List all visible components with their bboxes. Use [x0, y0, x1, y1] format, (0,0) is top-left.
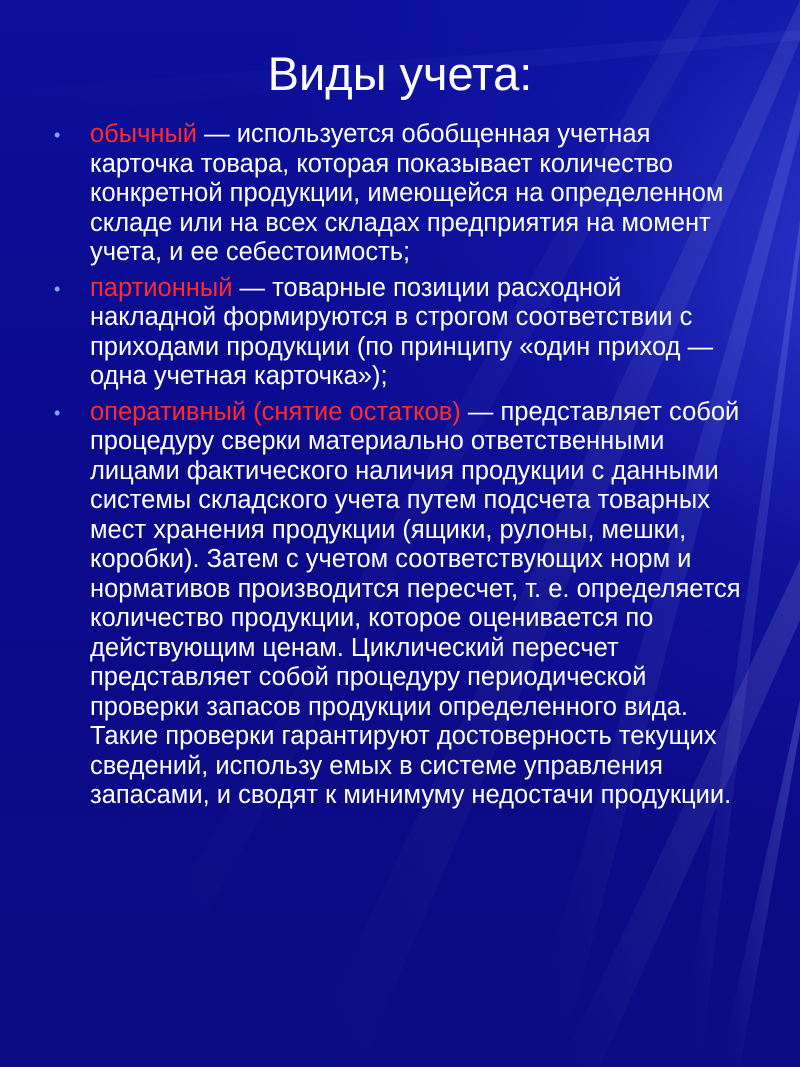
bullet-item-batch [50, 274, 750, 392]
bullet-term: оперативный (снятие остатков) [90, 397, 461, 426]
bullet-list [50, 120, 750, 817]
bullet-dot-icon: • [54, 402, 61, 423]
bullet-text: — товарные позиции расходной накладной формируются в строгом соответствии с приходами продукции (по принципу «один приход — одна учетная карточка»); [90, 273, 714, 390]
bullet-text: — представляет собой процедуру сверки материально ответственными лицами фактического наличия продукции с данными системы складского учета путем подсчета товарных мест хранения продукции (ящики, рулоны, мешки, коробки). Затем с учетом соответствующих норм и нормативов производится пересчет, т. е. определяется количество продукции, которое оценивается по действующим ценам. Циклический пересчет представляет собой процедуру периодической проверки запасов продукции определенного вида. Такие проверки гарантируют достоверность текущих сведений, использу емых в системе управления запасами, и сводят к минимуму недостачи продукции. [90, 397, 741, 809]
bullet-item-regular [50, 120, 750, 268]
bullet-text: — используется обобщенная учетная карточка товара, которая показывает количество конкретной продукции, имеющейся на определенном складе или на всех складах предприятия на момент учета, и ее себестоимость; [90, 120, 724, 266]
bullet-term: обычный [90, 120, 198, 148]
bullet-dot-icon: • [54, 125, 61, 145]
slide-title: Виды учета: [267, 47, 533, 100]
bullet-dot-icon: • [54, 278, 61, 299]
bullet-item-operational [50, 398, 750, 811]
bullet-term: партионный [90, 273, 233, 302]
